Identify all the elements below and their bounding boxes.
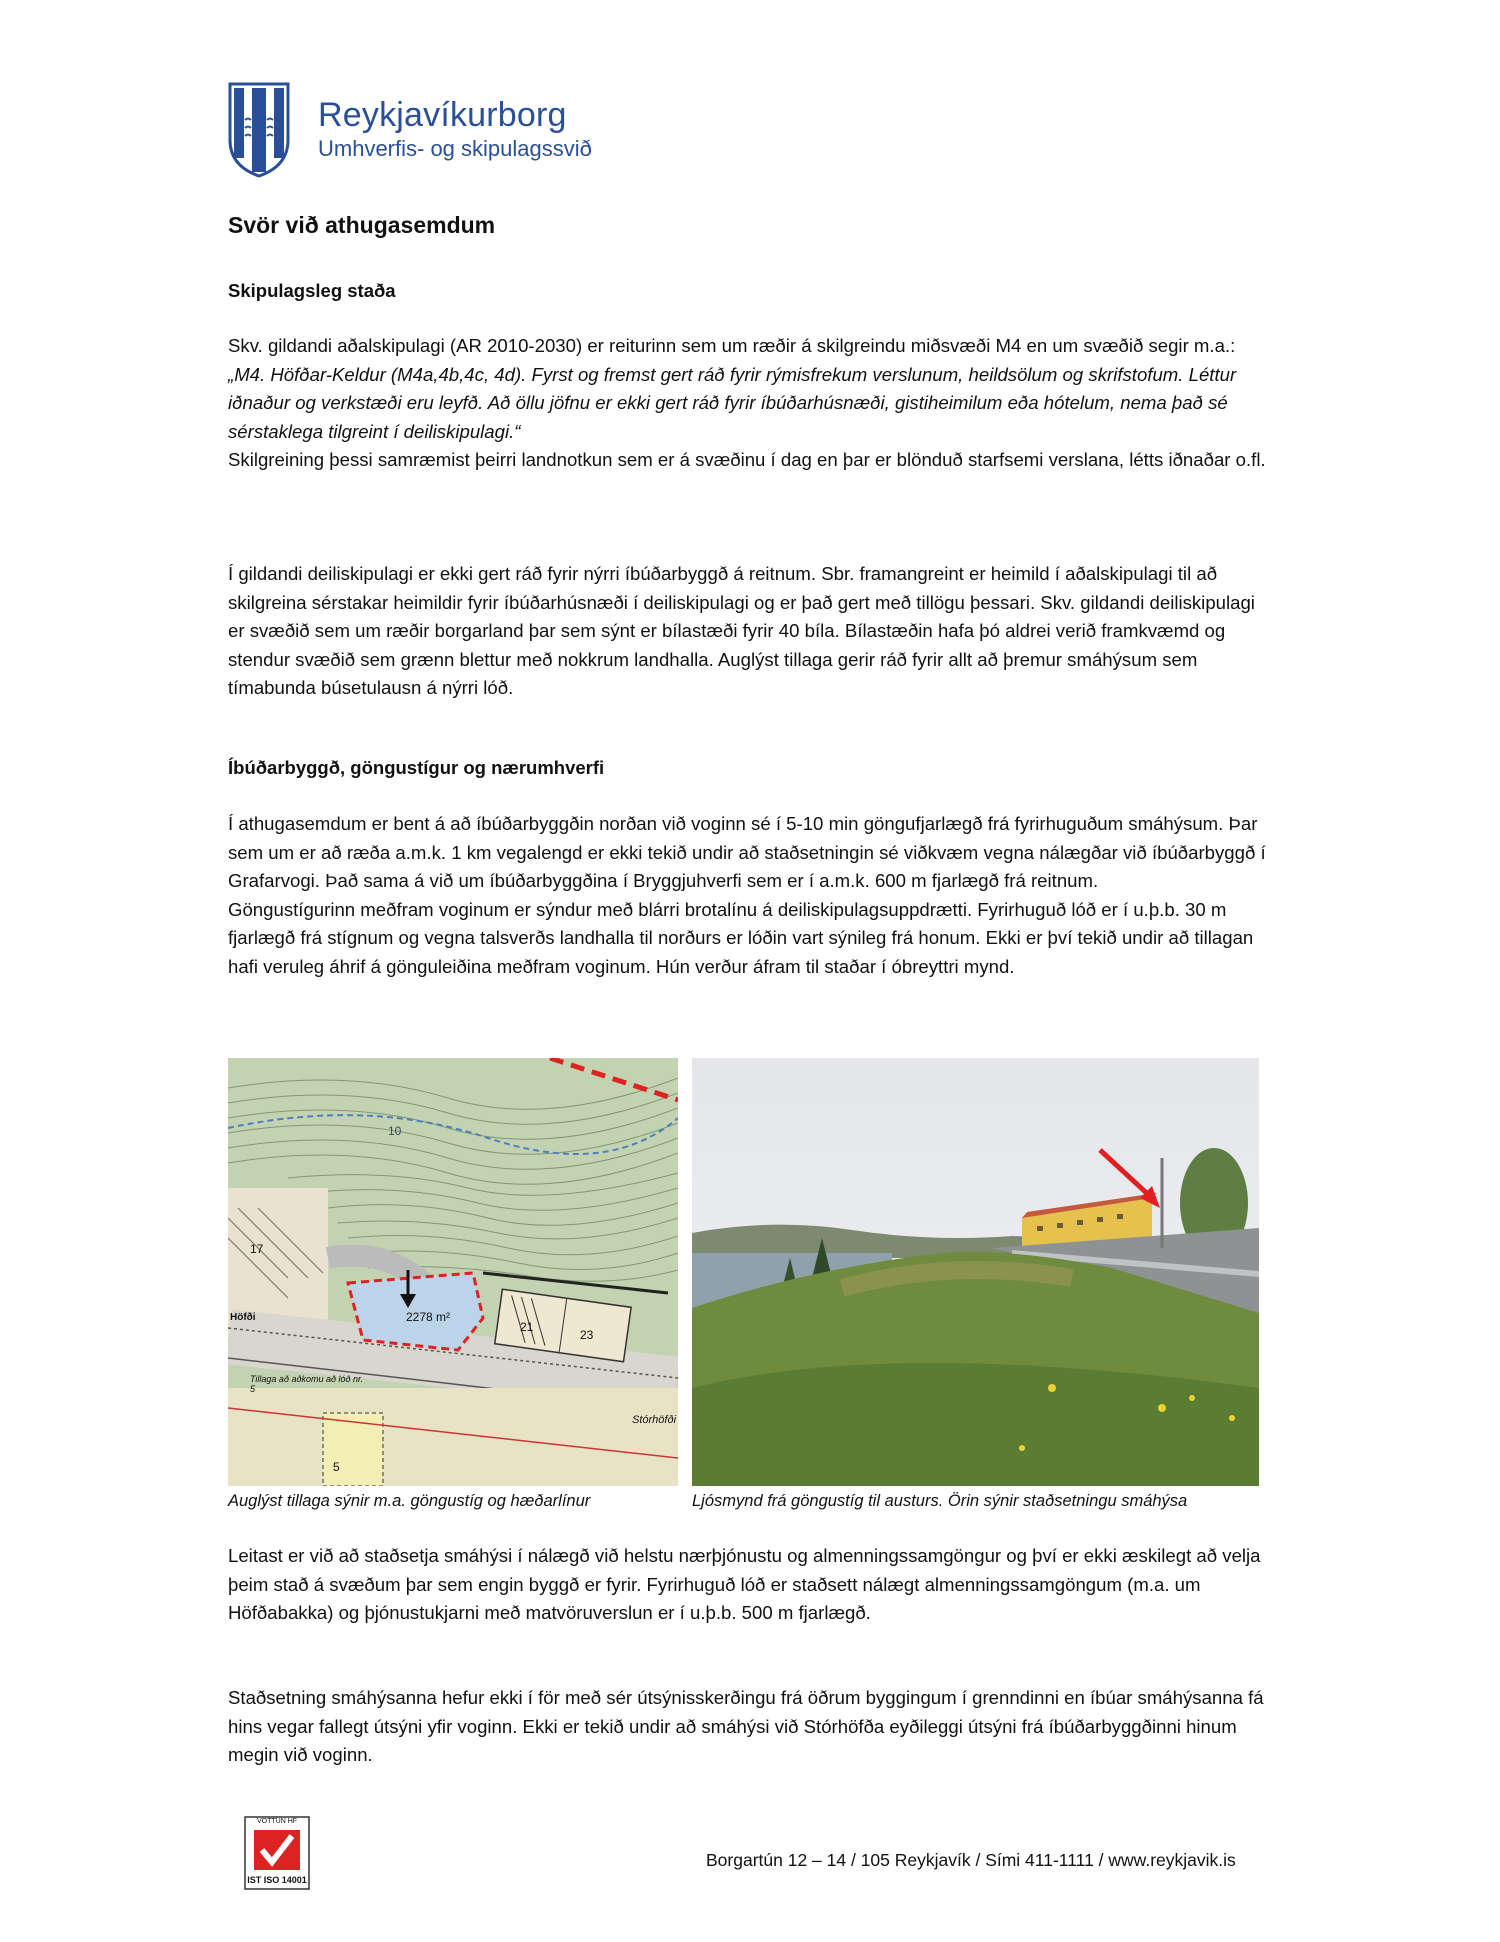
map-lot-17: 17 <box>250 1242 264 1256</box>
athugasemdir-text: Í athugasemdum er bent á að íbúðarbyggðin norðan við voginn sé í 5-10 min göngufjarlægð frá fyrirhuguðum smáhýsum. Þar sem um er að ræða a.m.k. 1 km vegalengd er ekki tekið undir að staðsetningin sé viðkvæm vegna nálægðar við íbúðarbyggð í Grafarvogi. Það sama á við um íbúðarbyggðina í Bryggjuhverfi sem er í a.m.k. 600 m fjarlægð frá reitnum. <box>228 813 1266 891</box>
section-heading-skipulagsleg: Skipulagsleg staða <box>228 280 396 301</box>
org-name: Reykjavíkurborg <box>318 96 567 134</box>
map-street-label: Stórhöfði <box>632 1414 677 1426</box>
page-title: Svör við athugasemdum <box>228 212 496 238</box>
section1-paragraph2 <box>228 560 1268 703</box>
stadsetning-text: Leitast er við að staðsetja smáhýsi í nálægð við helstu nærþjónustu og almenningssamgöngur og því er ekki æskilegt að velja þeim stað á svæðum þar sem engin byggð er fyrir. Fyrirhuguð lóð er staðsett nálægt almenningssamgöngum (m.a. um Höfðabakka) og þjónustukjarni með matvöruverslun er í u.þ.b. 500 m fjarlægð. <box>228 1545 1261 1623</box>
map-lot-21: 21 <box>520 1320 534 1334</box>
aðalskipulag-intro: Skv. gildandi aðalskipulagi (AR 2010-2030) er reiturinn sem um ræðir á skilgreindu miðsvæði M4 en um svæðið segir m.a.: <box>228 335 1236 356</box>
lake-photo-figure <box>692 1058 1259 1486</box>
section-heading-ibudarbyggd: Íbúðarbyggð, göngustígur og nærumhverfi <box>228 757 605 778</box>
map-caption: Auglýst tillaga sýnir m.a. göngustíg og hæðarlínur <box>228 1492 591 1510</box>
cert-bottom-text: IST ISO 14001 <box>247 1875 307 1885</box>
map-access-note: Tillaga að aðkomu að lóð nr. 5 <box>250 1374 364 1394</box>
deiliskipulag-text: Í gildandi deiliskipulagi er ekki gert ráð fyrir nýrri íbúðarbyggð á reitnum. Sbr. framangreint er heimild í aðalskipulagi til að skilgreina sérstakar heimildir fyrir íbúðarhúsnæði í deiliskipulagi og er það gert með tillögu þessari. Skv. gildandi deiliskipulagi er svæðið sem um ræðir borgarland þar sem sýnt er bílastæði fyrir 40 bíla. Bílastæðin hafa þó aldrei verið framkvæmd og stendur svæðið sem grænn blettur með nokkrum landhalla. Auglýst tillaga gerir ráð fyrir allt að þremur smáhýsum sem tímabunda búsetulausn á nýrri lóð. <box>228 563 1255 698</box>
m4-quote: „M4. Höfðar-Keldur (M4a,4b,4c, 4d). Fyrst og fremst gert ráð fyrir rýmisfrekum verslunum, heildsölum og skrifstofum. Léttur iðnaður og verkstæði eru leyfð. Að öllu jöfnu er ekki gert ráð fyrir íbúðarhúsnæði, gistiheimilum eða hótelum, nema það sé sérstaklega tilgreint í deiliskipulagi.“ <box>228 363 1237 442</box>
iso-certificate-badge <box>244 1816 310 1890</box>
reykjavik-shield-logo <box>228 82 290 178</box>
cert-top-text: VOTTUN HF <box>256 1818 298 1825</box>
section2-paragraph4 <box>228 1684 1268 1770</box>
map-contour-label: 10 <box>388 1124 402 1138</box>
photo-caption: Ljósmynd frá göngustíg til austurs. Örin sýnir staðsetningu smáhýsa <box>692 1492 1188 1510</box>
department-name: Umhverfis- og skipulagssvið <box>318 136 592 161</box>
footer-address: Borgartún 12 – 14 / 105 Reykjavík / Sími 411-1111 / www.reykjavik.is <box>706 1850 1236 1870</box>
gongustigur-text: Göngustígurinn meðfram voginum er sýndur með blárri brotalínu á deiliskipulagsuppdrætti. Fyrirhuguð lóð er í u.þ.b. 30 m fjarlægð frá stígnum og vegna talsverðs landhalla til norðurs er lóðin vart sýnileg frá honum. Ekki er því tekið undir að tillagan hafi veruleg áhrif á gönguleiðina meðfram voginum. Hún verður áfram til staðar í óbreyttri mynd. <box>228 898 1254 977</box>
map-area-label: 2278 m² <box>406 1310 451 1324</box>
section2-paragraph3 <box>228 1542 1268 1628</box>
zoning-map-figure <box>228 1058 678 1486</box>
map-lot-23: 23 <box>580 1328 594 1342</box>
skilgreining-text: Skilgreining þessi samræmist þeirri landnotkun sem er á svæðinu í dag en þar er blönduð starfsemi verslana, létts iðnaðar o.fl. <box>228 449 1266 470</box>
map-hofdi-label: Höfði <box>230 1312 256 1323</box>
section2-paragraph1 <box>228 810 1268 981</box>
utsyni-text: Staðsetning smáhýsanna hefur ekki í för með sér útsýnisskerðingu frá öðrum byggingum í grenndinni en íbúar smáhýsanna fá hins vegar fallegt útsýni yfir voginn. Ekki er tekið undir að smáhýsi við Stórhöfða eyðileggi útsýni frá íbúðarbyggðinni hinum megin við voginn. <box>228 1687 1264 1765</box>
section1-paragraph1 <box>228 332 1268 475</box>
map-lot-5: 5 <box>333 1460 340 1474</box>
